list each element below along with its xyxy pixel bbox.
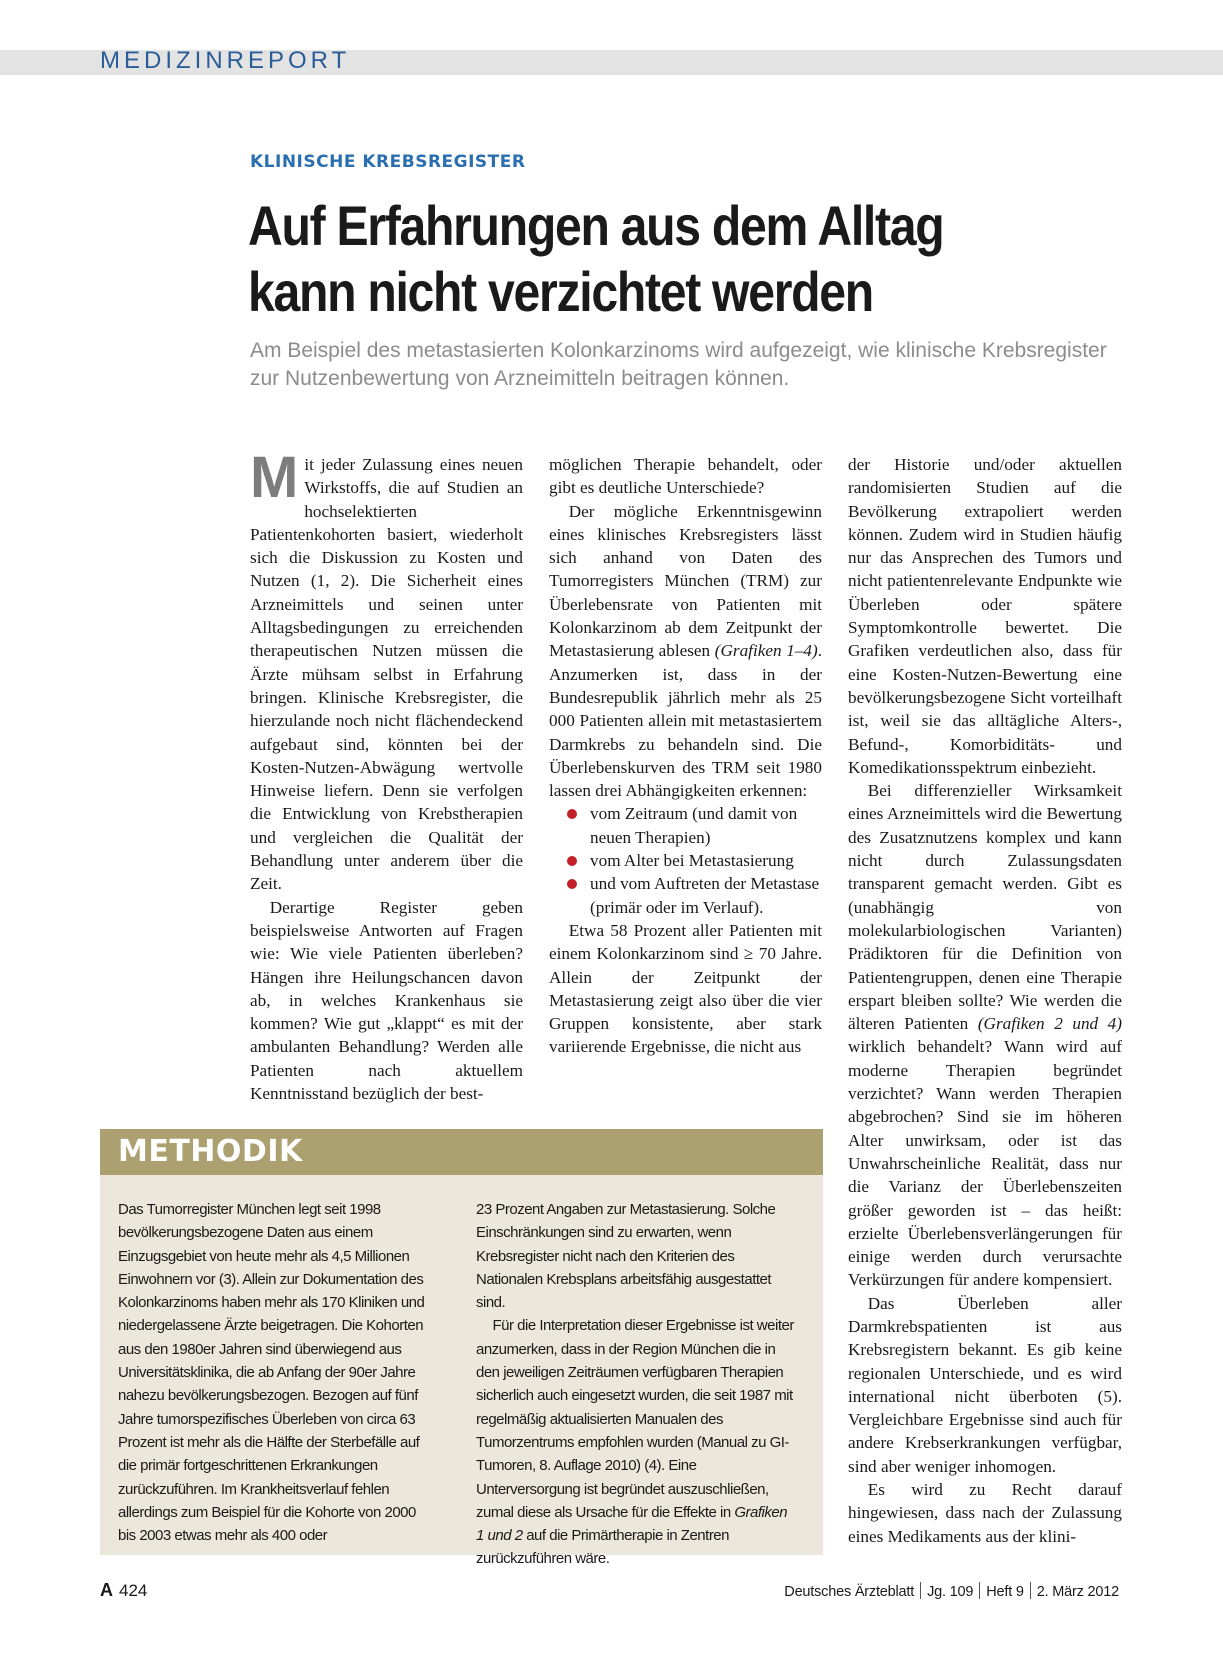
footer-divider	[1030, 1582, 1031, 1599]
paragraph: der Historie und/oder aktuellen randomisierten Studien auf die Bevölkerung extrapoliert werden können. Zudem wird in Studien häufig nur das Ansprechen des Tumors und nicht patientenrelevante Endpunkte wie Überleben oder spätere Symptomkontrolle bewertet. Die Grafiken verdeutlichen also, dass für eine Kosten-Nutzen-Bewertung eine bevölkerungsbezogene Sicht vorteilhaft ist, weil sie das alltägliche Alters-, Befund-, Komorbiditäts- und Komedikationsspektrum einbezieht.	[848, 455, 1122, 777]
paragraph	[250, 445, 523, 896]
methodik-column-1	[118, 1198, 436, 1547]
paragraph-text: Für die Interpretation dieser Ergebnisse ist weiter anzumerken, dass in der Region München die in den jeweiligen Zeiträumen verfügbaren Therapien sicherlich auch eingesetzt wurden, die seit 1987 mit regelmäßig aktualisierten Manualen des Tumorzentrums empfohlen wurden (Manual zu GI-Tumoren, 8. Auflage 2010) (4). Eine Unterversorgung ist begründet auszuschließen, zumal diese als Ursache für die Effekte in	[476, 1317, 794, 1521]
list-item	[549, 802, 822, 849]
paragraph: Derartige Register geben beispielsweise Antworten auf Fragen wie: Wie viele Patienten überleben? Hängen ihre Heilungschancen davon ab, in welches Krankenhaus sie kommen? Wie gut „klappt“ es mit der ambulanten Behandlung? Werden alle Patienten nach aktuellem Kenntnisstand bezüglich der best-	[250, 897, 523, 1104]
paragraph-text: . Anzumerken ist, dass in der Bundesrepublik jährlich mehr als 25 000 Patienten allein mit metastasiertem Darmkrebs zu behandeln sind. Die Überlebenskurven des TRM seit 1980 lassen drei Abhängigkeiten erkennen:	[549, 641, 822, 801]
article-headline	[248, 193, 1022, 325]
list-item-text: und vom Auftreten der Metastase (primär oder im Verlauf).	[590, 874, 820, 917]
journal-volume: Jg. 109	[927, 1584, 974, 1600]
methodik-box	[100, 1175, 823, 1568]
journal-issue: Heft 9	[986, 1584, 1024, 1600]
paragraph	[476, 1314, 794, 1570]
bullet-dot-icon	[567, 809, 577, 819]
methodik-title: METHODIK	[118, 1134, 303, 1169]
paragraph: möglichen Therapie behandelt, oder gibt es deutliche Unterschiede?	[549, 455, 822, 498]
page-number-value: 424	[119, 1581, 148, 1600]
figure-reference: (Grafiken 1–4)	[714, 641, 818, 661]
journal-date: 2. März 2012	[1036, 1584, 1119, 1600]
headline-line-1: Auf Erfahrungen aus dem Alltag	[248, 194, 944, 257]
journal-name: Deutsches Ärzteblatt	[784, 1584, 915, 1600]
list-item-text: vom Alter bei Metastasierung	[590, 851, 794, 871]
page-prefix: A	[100, 1580, 113, 1600]
methodik-box-header	[100, 1129, 823, 1175]
paragraph: Das Tumorregister München legt seit 1998 bevölkerungsbezogene Daten aus einem Einzugsgebiet von heute mehr als 4,5 Millionen Einwohnern vor (3). Allein zur Dokumentation des Kolonkarzinoms haben mehr als 170 Kliniken und niedergelassene Ärzte beigetragen. Die Kohorten aus den 1980er Jahren sind überwiegend aus Universitätsklinika, die ab Anfang der 90er Jahre nahezu bevölkerungsbezogen. Bezogen auf fünf Jahre tumorspezifisches Überleben von circa 63 Prozent ist mehr als die Hälfte der Sterbefälle auf die primär fortgeschrittenen Erkrankungen zurückzuführen. Im Krankheitsverlauf fehlen allerdings zum Beispiel für die Kohorte von 2000 bis 2003 etwas mehr als 400 oder	[118, 1201, 425, 1545]
bullet-list	[549, 802, 822, 918]
list-item	[549, 849, 822, 872]
body-column-3	[848, 453, 1122, 1548]
body-column-1	[250, 445, 523, 1105]
headline-line-2: kann nicht verzichtet werden	[248, 260, 873, 323]
paragraph	[549, 500, 822, 803]
figure-reference: (Grafiken 2 und 4)	[977, 1014, 1122, 1034]
bullet-dot-icon	[567, 879, 577, 889]
paragraph-text: auf die Primärtherapie in Zentren zurückzuführen wäre.	[476, 1527, 729, 1568]
methodik-column-2	[476, 1198, 794, 1571]
journal-footer	[784, 1582, 1119, 1600]
list-item	[549, 872, 822, 919]
article-kicker: KLINISCHE KREBSREGISTER	[250, 152, 526, 172]
footer-divider	[979, 1582, 980, 1599]
paragraph: Das Überleben aller Darmkrebspatienten ist aus Krebsregistern bekannt. Es gib keine regionalen Unterschiede, und es wird international nicht überboten (5). Vergleichbare Ergebnisse sind auch für andere Krebserkrankungen verfügbar, sind aber weniger inhomogen.	[848, 1293, 1122, 1476]
bullet-dot-icon	[567, 856, 577, 866]
drop-cap: M	[250, 445, 299, 510]
body-column-2	[549, 453, 822, 1059]
paragraph: Es wird zu Recht darauf hingewiesen, dass nach der Zulassung eines Medikaments aus der klini-	[848, 1480, 1122, 1546]
section-label: MEDIZINREPORT	[100, 47, 351, 74]
article-subhead: Am Beispiel des metastasierten Kolonkarzinoms wird aufgezeigt, wie klinische Krebsregister zur Nutzenbewertung von Arzneimitteln beitragen können.	[250, 339, 1107, 390]
paragraph-text: Der mögliche Erkenntnisgewinn eines klinisches Krebsregisters lässt sich anhand von Daten des Tumorregisters München (TRM) zur Überlebensrate von Patienten mit Kolonkarzinom ab dem Zeitpunkt der Metastasierung ablesen	[549, 501, 822, 661]
paragraph-text: wirklich behandelt? Wann wird auf moderne Therapien begründet verzichtet? Wann werden Therapien abgebrochen? Sind sie im höheren Alter unwirksam, oder ist das Unwahrscheinliche Realität, dass nur die Varianz der Überlebenszeiten größer geworden ist – das heißt: erzielte Überlebensverlängerungen für einige werden durch verursachte Verkürzungen für andere kompensiert.	[848, 1037, 1122, 1290]
paragraph-text: it jeder Zulassung eines neuen Wirkstoffs, die auf Studien an hochselektierten Patientenkohorten basiert, wiederholt sich die Diskussion zu Kosten und Nutzen (1, 2). Die Sicherheit eines Arzneimittels und seinen unter Alltagsbedingungen zu erreichenden therapeutischen Nutzen müssen die Ärzte mühsam selbst in Erfahrung bringen. Klinische Krebsregister, die hierzulande noch nicht flächendeckend aufgebaut sind, könnten bei der Kosten-Nutzen-Abwägung wertvolle Hinweise liefern. Denn sie verfolgen die Entwicklung von Krebstherapien und vergleichen die Qualität der Behandlung unter anderem über die Zeit.	[250, 455, 523, 894]
paragraph: Etwa 58 Prozent aller Patienten mit einem Kolonkarzinom sind ≥ 70 Jahre. Allein der Zeitpunkt der Metastasierung zeigt also über die vier Gruppen konsistente, aber stark variierende Ergebnisse, die nicht aus	[549, 920, 822, 1057]
paragraph	[848, 779, 1122, 1292]
paragraph: 23 Prozent Angaben zur Metastasierung. Solche Einschränkungen sind zu erwarten, wenn Krebsregister nicht nach den Kriterien des Nationalen Krebsplans arbeitsfähig ausgestattet sind.	[476, 1201, 776, 1312]
figure-reference: Grafiken 1 und 2	[476, 1503, 788, 1545]
page-number	[100, 1580, 147, 1601]
paragraph-text: Bei differenzieller Wirksamkeit eines Arzneimittels wird die Bewertung des Zusatznutzens komplex und kann nicht durch Zulassungsdaten transparent gemacht werden. Gibt es (unabhängig von molekularbiologischen Varianten) Prädiktoren für die Definition von Patientengruppen, denen eine Therapie erspart bleiben sollte? Wie werden die älteren Patienten	[848, 781, 1122, 1034]
footer-divider	[920, 1582, 921, 1599]
list-item-text: vom Zeitraum (und damit von neuen Therapien)	[590, 804, 798, 847]
